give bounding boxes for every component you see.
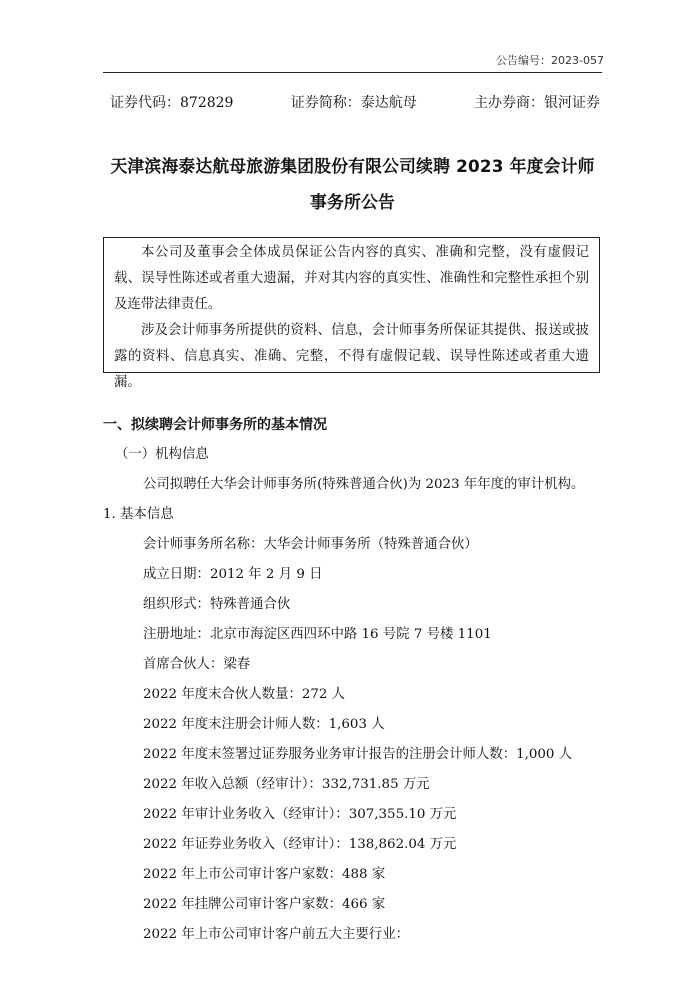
intro-paragraph: 公司拟聘任大华会计师事务所(特殊普通合伙)为 2023 年年度的审计机构。 (143, 477, 585, 492)
declaration-box (103, 237, 600, 390)
quoted-client-count: 2022 年挂牌公司审计客户家数：466 家 (143, 897, 386, 912)
top-industries-label: 2022 年上市公司审计客户前五大主要行业： (143, 927, 409, 942)
established-date: 成立日期：2012 年 2 月 9 日 (143, 567, 323, 582)
sponsor-broker: 主办券商：银河证券 (473, 95, 600, 111)
header-rule (103, 72, 602, 73)
total-revenue: 2022 年收入总额（经审计）：332,731.85 万元 (143, 777, 430, 792)
section-heading: 一、拟续聘会计师事务所的基本情况 (103, 417, 327, 433)
chief-partner: 首席合伙人：梁春 (143, 657, 251, 672)
signing-cpa-count: 2022 年度末签署过证券服务业务审计报告的注册会计师人数：1,000 人 (143, 747, 573, 762)
organization-form: 组织形式：特殊普通合伙 (143, 597, 291, 612)
notice-number: 公告编号：2023-057 (496, 54, 604, 67)
audit-revenue: 2022 年审计业务收入（经审计）：307,355.10 万元 (143, 807, 457, 822)
security-info-row (110, 92, 600, 112)
firm-name: 会计师事务所名称：大华会计师事务所（特殊普通合伙） (143, 537, 478, 552)
partner-count: 2022 年度末合伙人数量：272 人 (143, 687, 346, 702)
declaration-paragraph: 涉及会计师事务所提供的资料、信息，会计师事务所保证其提供、报送或披露的资料、信息真实、准确、完整，不得有虚假记载、误导性陈述或者重大遗漏。 (114, 323, 589, 390)
listed-client-count: 2022 年上市公司审计客户家数：488 家 (143, 867, 386, 882)
security-name: 证券简称：泰达航母 (290, 95, 417, 111)
securities-revenue: 2022 年证券业务收入（经审计）：138,862.04 万元 (143, 837, 457, 852)
cpa-count: 2022 年度末注册会计师人数：1,603 人 (143, 717, 385, 732)
registered-address: 注册地址：北京市海淀区西四环中路 16 号院 7 号楼 1101 (143, 627, 492, 642)
announcement-body (103, 410, 602, 950)
declaration-paragraph: 本公司及董事会全体成员保证公告内容的真实、准确和完整，没有虚假记载、误导性陈述或者重大遗漏，并对其内容的真实性、准确性和完整性承担个别及连带法律责任。 (114, 245, 589, 312)
basic-info-heading: 1. 基本信息 (103, 507, 174, 522)
subsection-heading: （一）机构信息 (115, 447, 209, 462)
announcement-title: 天津滨海泰达航母旅游集团股份有限公司续聘 2023 年度会计师事务所公告 (110, 156, 595, 212)
security-code: 证券代码：872829 (110, 95, 234, 111)
